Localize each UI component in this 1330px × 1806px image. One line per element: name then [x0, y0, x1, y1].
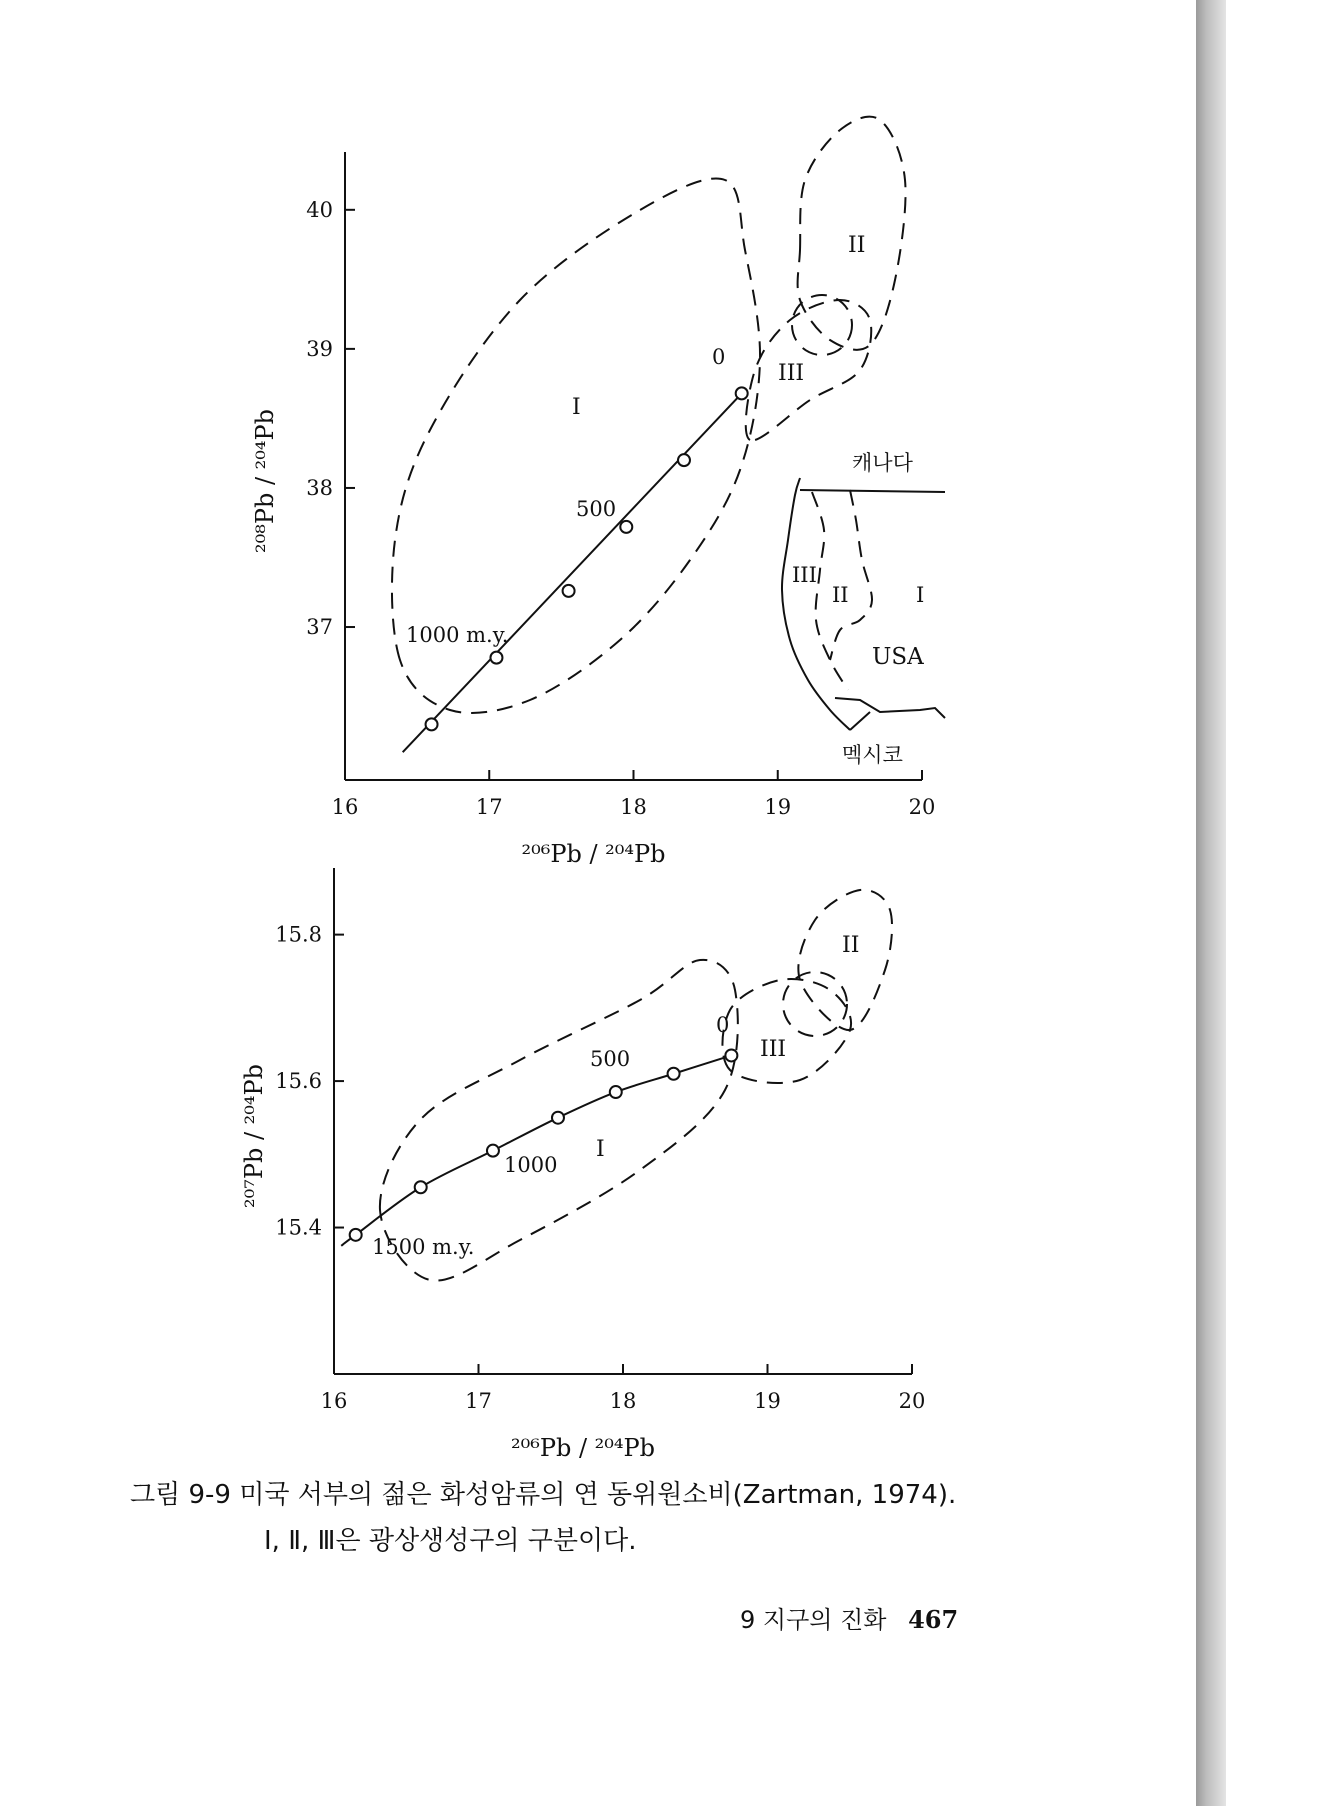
chart2-x-tick-label: 16 — [320, 1389, 348, 1413]
chart2-x-tick-label: 18 — [609, 1389, 637, 1413]
growth-curve-point — [552, 1112, 564, 1124]
field-III-label: III — [760, 1037, 787, 1062]
page-footer — [740, 1600, 958, 1635]
chart1-y-axis-label: ²⁰⁸Pb / ²⁰⁴Pb — [251, 408, 279, 554]
chart2-growth-curve — [341, 1049, 737, 1245]
chart1-y-tick-label: 38 — [306, 475, 333, 500]
growth-curve-point — [350, 1229, 362, 1241]
age-label-500: 500 — [590, 1047, 631, 1071]
chart1-x-tick-label: 18 — [620, 795, 647, 819]
chart2-y-tick-label: 15.4 — [275, 1215, 322, 1240]
chapter-title: 9 지구의 진화 — [740, 1606, 887, 1634]
growth-curve-line — [341, 1055, 731, 1245]
chart2-x-tick-label: 20 — [898, 1389, 926, 1413]
chart2-x-tick-label: 17 — [465, 1389, 492, 1413]
field-II-outline — [798, 890, 892, 1030]
chart2-y-tick-label: 15.6 — [275, 1069, 322, 1094]
chart1-y-tick-label: 40 — [306, 197, 333, 222]
growth-curve-point — [668, 1068, 680, 1080]
figure-caption — [130, 1472, 1180, 1564]
page-shadow — [1196, 0, 1226, 1806]
field-I-label: I — [572, 395, 581, 420]
field-I-label: I — [596, 1137, 605, 1162]
chart1-x-tick-label: 20 — [908, 795, 936, 819]
field-II-label: II — [842, 933, 860, 958]
age-label-0: 0 — [716, 1013, 730, 1037]
field-II-small-loop — [783, 972, 847, 1036]
age-label-1500: 1500 m.y. — [372, 1235, 475, 1259]
chart2-y-axis-label: ²⁰⁷Pb / ²⁰⁴Pb — [240, 1063, 268, 1209]
age-label-1000: 1000 — [504, 1153, 558, 1177]
field-III-label: III — [778, 361, 805, 386]
chart1-y-tick-label: 37 — [306, 615, 333, 640]
caption-line-1: 그림 9-9 미국 서부의 젊은 화성암류의 연 동위원소비(Zartman, 1974). — [130, 1480, 957, 1510]
map-region-III: III — [792, 563, 817, 587]
field-II-label: II — [848, 233, 866, 258]
page-number: 467 — [908, 1605, 959, 1634]
map-label-usa: USA — [872, 644, 924, 670]
chart1-x-tick-label: 16 — [331, 795, 359, 819]
chart2-x-tick-label: 19 — [754, 1389, 781, 1413]
caption-line-2: Ⅰ, Ⅱ, Ⅲ은 광상생성구의 구분이다. — [264, 1526, 637, 1556]
map-label-canada: 캐나다 — [852, 451, 913, 475]
chart1-x-tick-label: 19 — [764, 795, 792, 819]
age-label-500: 500 — [576, 497, 617, 521]
growth-curve-point — [725, 1049, 737, 1061]
chart2-axes — [240, 868, 925, 1462]
map-region-II: II — [832, 583, 849, 607]
chart1-x-axis-label: ²⁰⁶Pb / ²⁰⁴Pb — [521, 840, 666, 868]
growth-curve-point — [415, 1181, 427, 1193]
growth-curve-point — [487, 1145, 499, 1157]
chart1-x-tick-label: 17 — [475, 795, 503, 819]
map-region-I: I — [916, 583, 925, 607]
chart2-x-axis-label: ²⁰⁶Pb / ²⁰⁴Pb — [510, 1434, 656, 1462]
chart1-y-tick-label: 39 — [306, 336, 333, 361]
growth-curve-point — [610, 1086, 622, 1098]
age-label-1000: 1000 m.y. — [406, 623, 509, 647]
age-label-0: 0 — [712, 345, 726, 369]
map-label-mexico: 멕시코 — [842, 743, 903, 767]
chart2-y-tick-label: 15.8 — [275, 922, 322, 947]
